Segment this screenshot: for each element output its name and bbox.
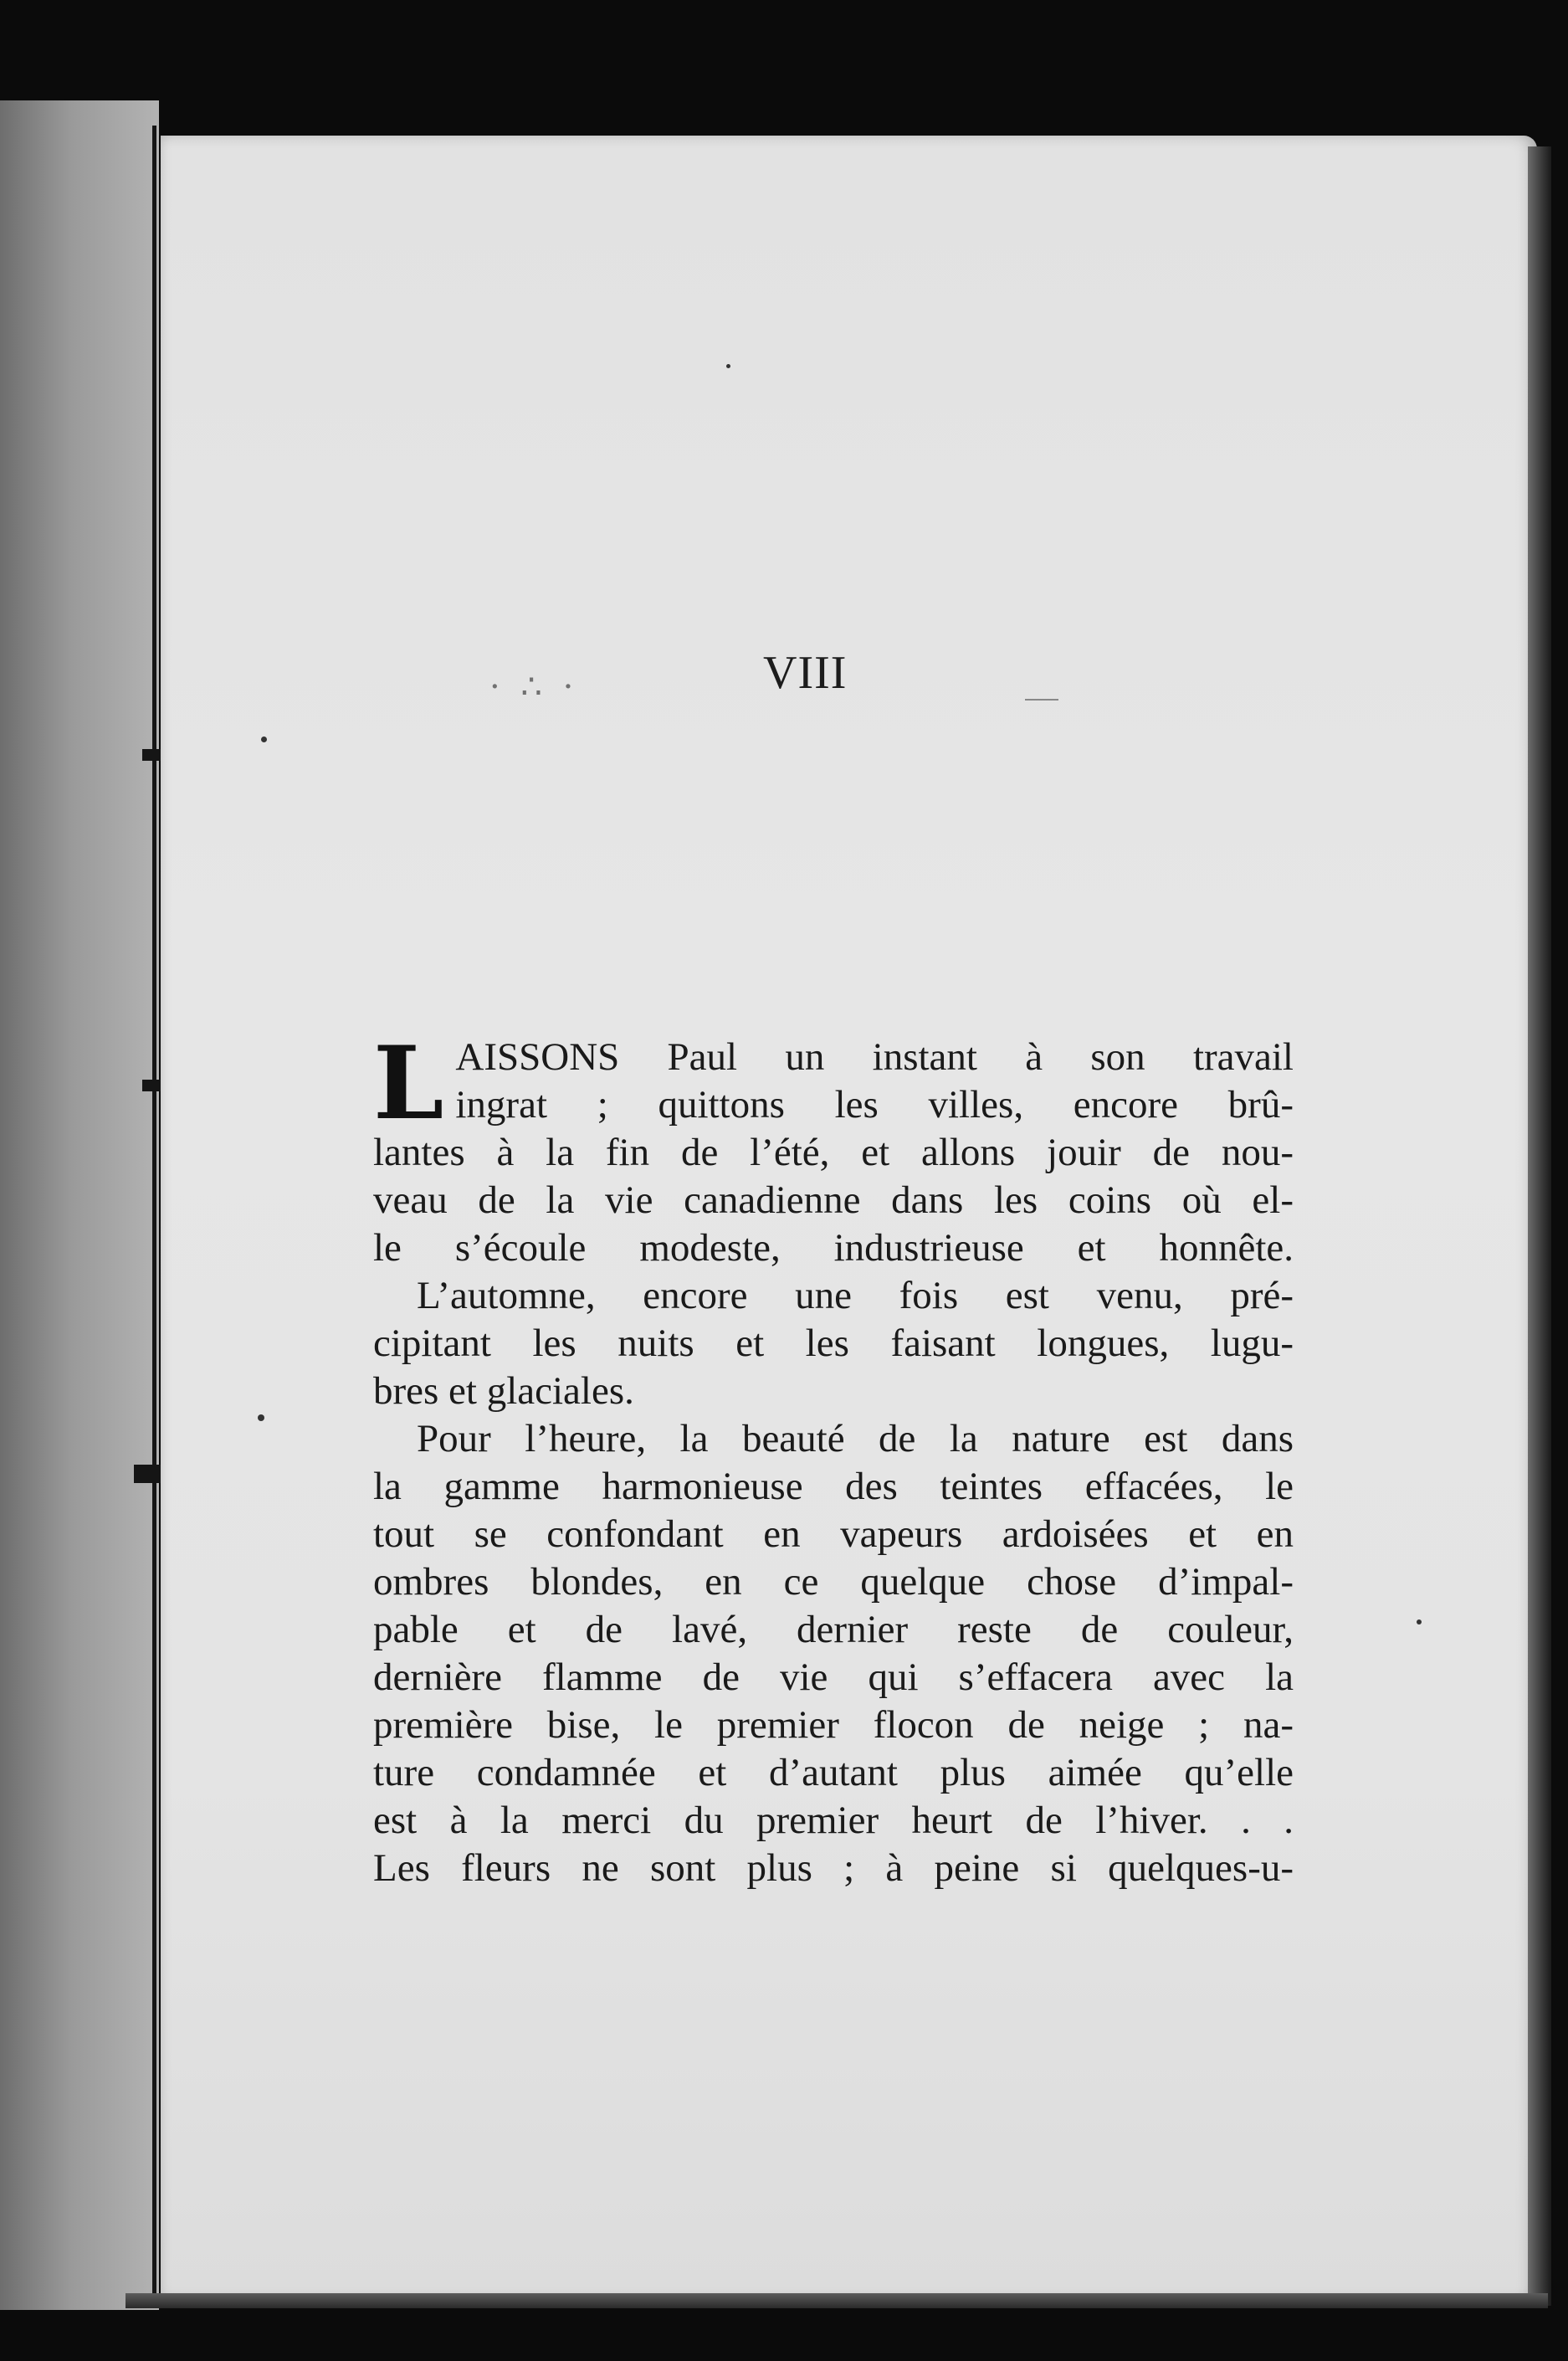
text-line: veau de la vie canadienne dans les coins où el- — [373, 1178, 1294, 1222]
text-line: Les fleurs ne sont plus ; à peine si quelques-u- — [373, 1846, 1294, 1890]
text-line: le s’écoule modeste, industrieuse et honnête. — [373, 1226, 1294, 1270]
paragraph-1 — [373, 1024, 1294, 1272]
page-right-edge — [1528, 146, 1551, 2306]
paragraph-2 — [373, 1272, 1294, 1415]
text-line: tout se confondant en vapeurs ardoisées et en — [373, 1512, 1294, 1556]
text-line: première bise, le premier flocon de neige ; na- — [373, 1703, 1294, 1747]
text-line: ombres blondes, en ce quelque chose d’impal- — [373, 1560, 1294, 1604]
text-line: lantes à la fin de l’été, et allons jouir de nou- — [373, 1131, 1294, 1174]
paper-speck — [1417, 1619, 1422, 1624]
text-line: dernière flamme de vie qui s’effacera avec la — [373, 1655, 1294, 1699]
text-line: ingrat ; quittons les villes, encore brû- — [455, 1083, 1294, 1127]
text-line: pable et de lavé, dernier reste de couleur, — [373, 1608, 1294, 1651]
text-line: AISSONS Paul un instant à son travail — [455, 1035, 1294, 1079]
facing-page-edge — [0, 100, 159, 2310]
chapter-ornament: · ∴ · — [489, 668, 579, 706]
chapter-body — [373, 1024, 1294, 1892]
page-bottom-edge — [126, 2293, 1548, 2308]
chapter-dash — [1025, 699, 1058, 701]
drop-cap: L — [373, 1024, 444, 1142]
text-line: la gamme harmonieuse des teintes effacées, le — [373, 1465, 1294, 1508]
text-line: L’automne, encore une fois est venu, pré- — [417, 1274, 1294, 1317]
chapter-title: VIII — [763, 647, 848, 699]
text-line: ture condamnée et d’autant plus aimée qu’elle — [373, 1751, 1294, 1794]
text-line: bres et glaciales. — [373, 1369, 634, 1413]
paragraph-3 — [373, 1415, 1294, 1892]
paper-speck — [726, 364, 730, 368]
text-line: est à la merci du premier heurt de l’hiver. . . — [373, 1799, 1294, 1842]
paper-speck — [261, 737, 267, 742]
text-line: cipitant les nuits et les faisant longues, lugu- — [373, 1322, 1294, 1365]
text-line: Pour l’heure, la beauté de la nature est dans — [417, 1417, 1294, 1460]
binding-rule — [152, 126, 156, 2293]
paper-speck — [258, 1414, 264, 1421]
